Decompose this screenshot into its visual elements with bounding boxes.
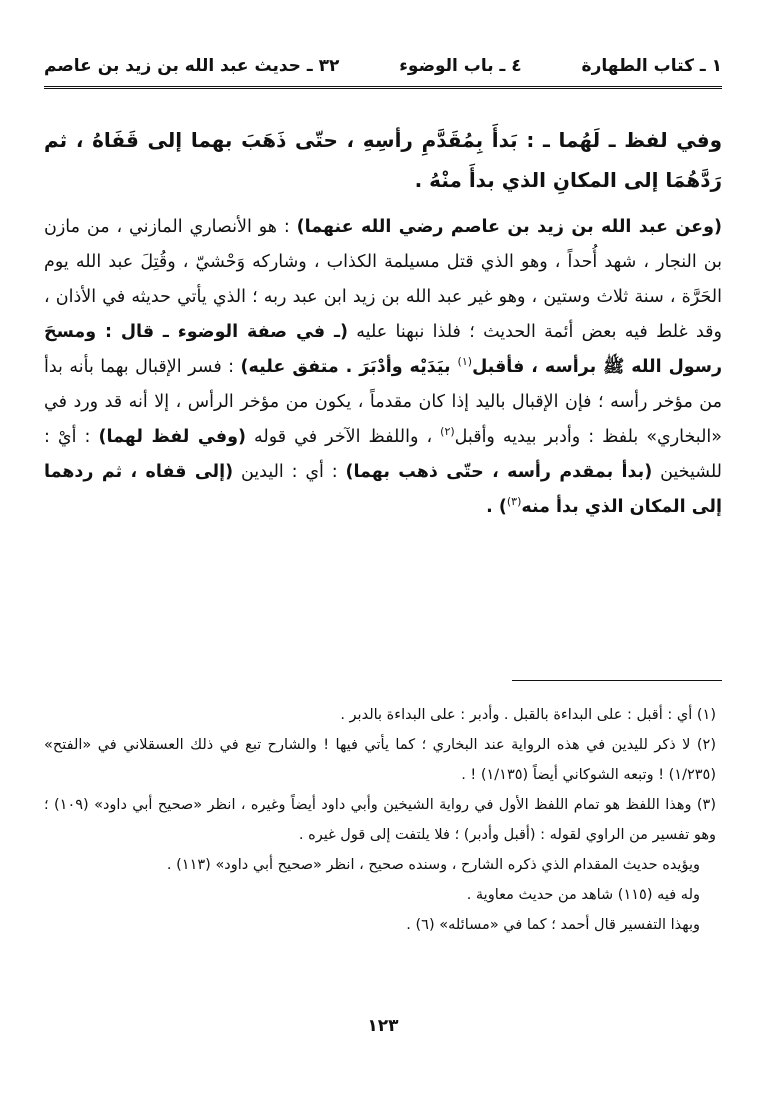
hadith-phrase: (ـ في صفة الوضوء ـ قال : ومسحَ رسول الله ﷺ برأسه ، فأقبل xyxy=(44,322,723,377)
commentary-text: : فسر الإقبال بهما بأنه بدأ من مؤخر رأسه ؛ فإن الإقبال باليد إذا كان مقدماً ، يكون من مؤخر الرأس ، إلا أنه قد ورد في «البخاري» بلفظ : وأدبر بيديه وأقبل xyxy=(44,357,722,447)
footnote-3-continuation: وله فيه (١١٥) شاهد من حديث معاوية . xyxy=(466,887,700,903)
header-chapter-title: ٤ ـ باب الوضوء xyxy=(399,56,522,76)
footnote-separator xyxy=(512,680,722,681)
running-header xyxy=(44,46,722,89)
commentary-paragraph xyxy=(44,210,722,525)
footnote-3: (٣) وهذا اللفظ هو تمام اللفظ الأول في رواية الشيخين وأبي داود أيضاً وغيره ، انظر «صحيح أبي داود» (١٠٩) ؛ وهو تفسير من الراوي لقوله : (أقبل وأدبر) ؛ فلا يلتفت إلى قول غيره . xyxy=(44,797,716,843)
hadith-phrase: بيَدَيْه وأدْبَرَ . متفق عليه) xyxy=(240,357,458,377)
main-text xyxy=(44,120,722,525)
narrator-phrase: (وعن عبد الله بن زيد بن عاصم رضي الله عنهما) xyxy=(296,217,722,237)
commentary-text: : أي : اليدين xyxy=(233,462,346,482)
footnote-3-continuation: وبهذا التفسير قال أحمد ؛ كما في «مسائله» (٦) . xyxy=(406,917,700,933)
footnote-2: (٢) لا ذكر لليدين في هذه الرواية عند البخاري ؛ كما يأتي فيها ! والشارح تبع في ذلك العسقلاني في «الفتح» (١/٢٣٥) ! وتبعه الشوكاني أيضاً (١/١٣٥) ! . xyxy=(44,737,716,783)
footnote-1: (١) أي : أقبل : على البداءة بالقبل . وأدبر : على البداءة بالدبر . xyxy=(340,707,716,723)
footnote-ref-2[interactable]: (٢) xyxy=(440,425,455,439)
footnote-3-continuation: ويؤيده حديث المقدام الذي ذكره الشارح ، وسنده صحيح ، انظر «صحيح أبي داود» (١١٣) . xyxy=(166,857,700,873)
hadith-phrase: (إلى قفاه ، ثم ردهما إلى المكان الذي بدأ منه xyxy=(44,462,722,517)
hadith-phrase: (وفي لفظ لهما) xyxy=(98,427,246,447)
hadith-phrase: ) . xyxy=(486,497,507,517)
footnotes xyxy=(44,700,716,940)
hadith-phrase: (بدأ بمقدم رأسه ، حتّى ذهب بهما) xyxy=(345,462,653,482)
header-hadith-title: ٣٢ ـ حديث عبد الله بن زيد بن عاصم xyxy=(44,56,340,76)
commentary-text: : هو الأنصاري المازني ، من مازن بن النجار ، شهد أُحداً ، وهو الذي قتل مسيلمة الكذاب ، وشاركه وَحْشيّ ، وقُتِلَ عبد الله يوم الحَرَّة ، سنة ثلاث وستين ، وهو غير عبد الله بن زيد ابن عبد ربه ؛ الذي يأتي حديثه في الأذان ، وقد غلط فيه بعض أئمة الحديث ؛ فلذا نبهنا عليه xyxy=(44,217,723,342)
page-number: ١٢٣ xyxy=(367,1016,399,1036)
commentary-text: ، واللفظ الآخر في قوله xyxy=(245,427,441,447)
commentary-text: : أيْ : للشيخين xyxy=(44,427,722,482)
hadith-variant-text: وفي لفظ ـ لَهُما ـ : بَدأَ بِمُقَدَّمِ رأسِهِ ، حتّى ذَهَبَ بهما إلى قَفَاهُ ، ثم رَدَّهُمَا إلى المكانِ الذي بدأَ منْهُ . xyxy=(44,128,722,192)
footnote-ref-1[interactable]: (١) xyxy=(457,355,473,369)
footnote-ref-3[interactable]: (٣) xyxy=(506,495,522,509)
header-book-title: ١ ـ كتاب الطهارة xyxy=(581,56,722,76)
